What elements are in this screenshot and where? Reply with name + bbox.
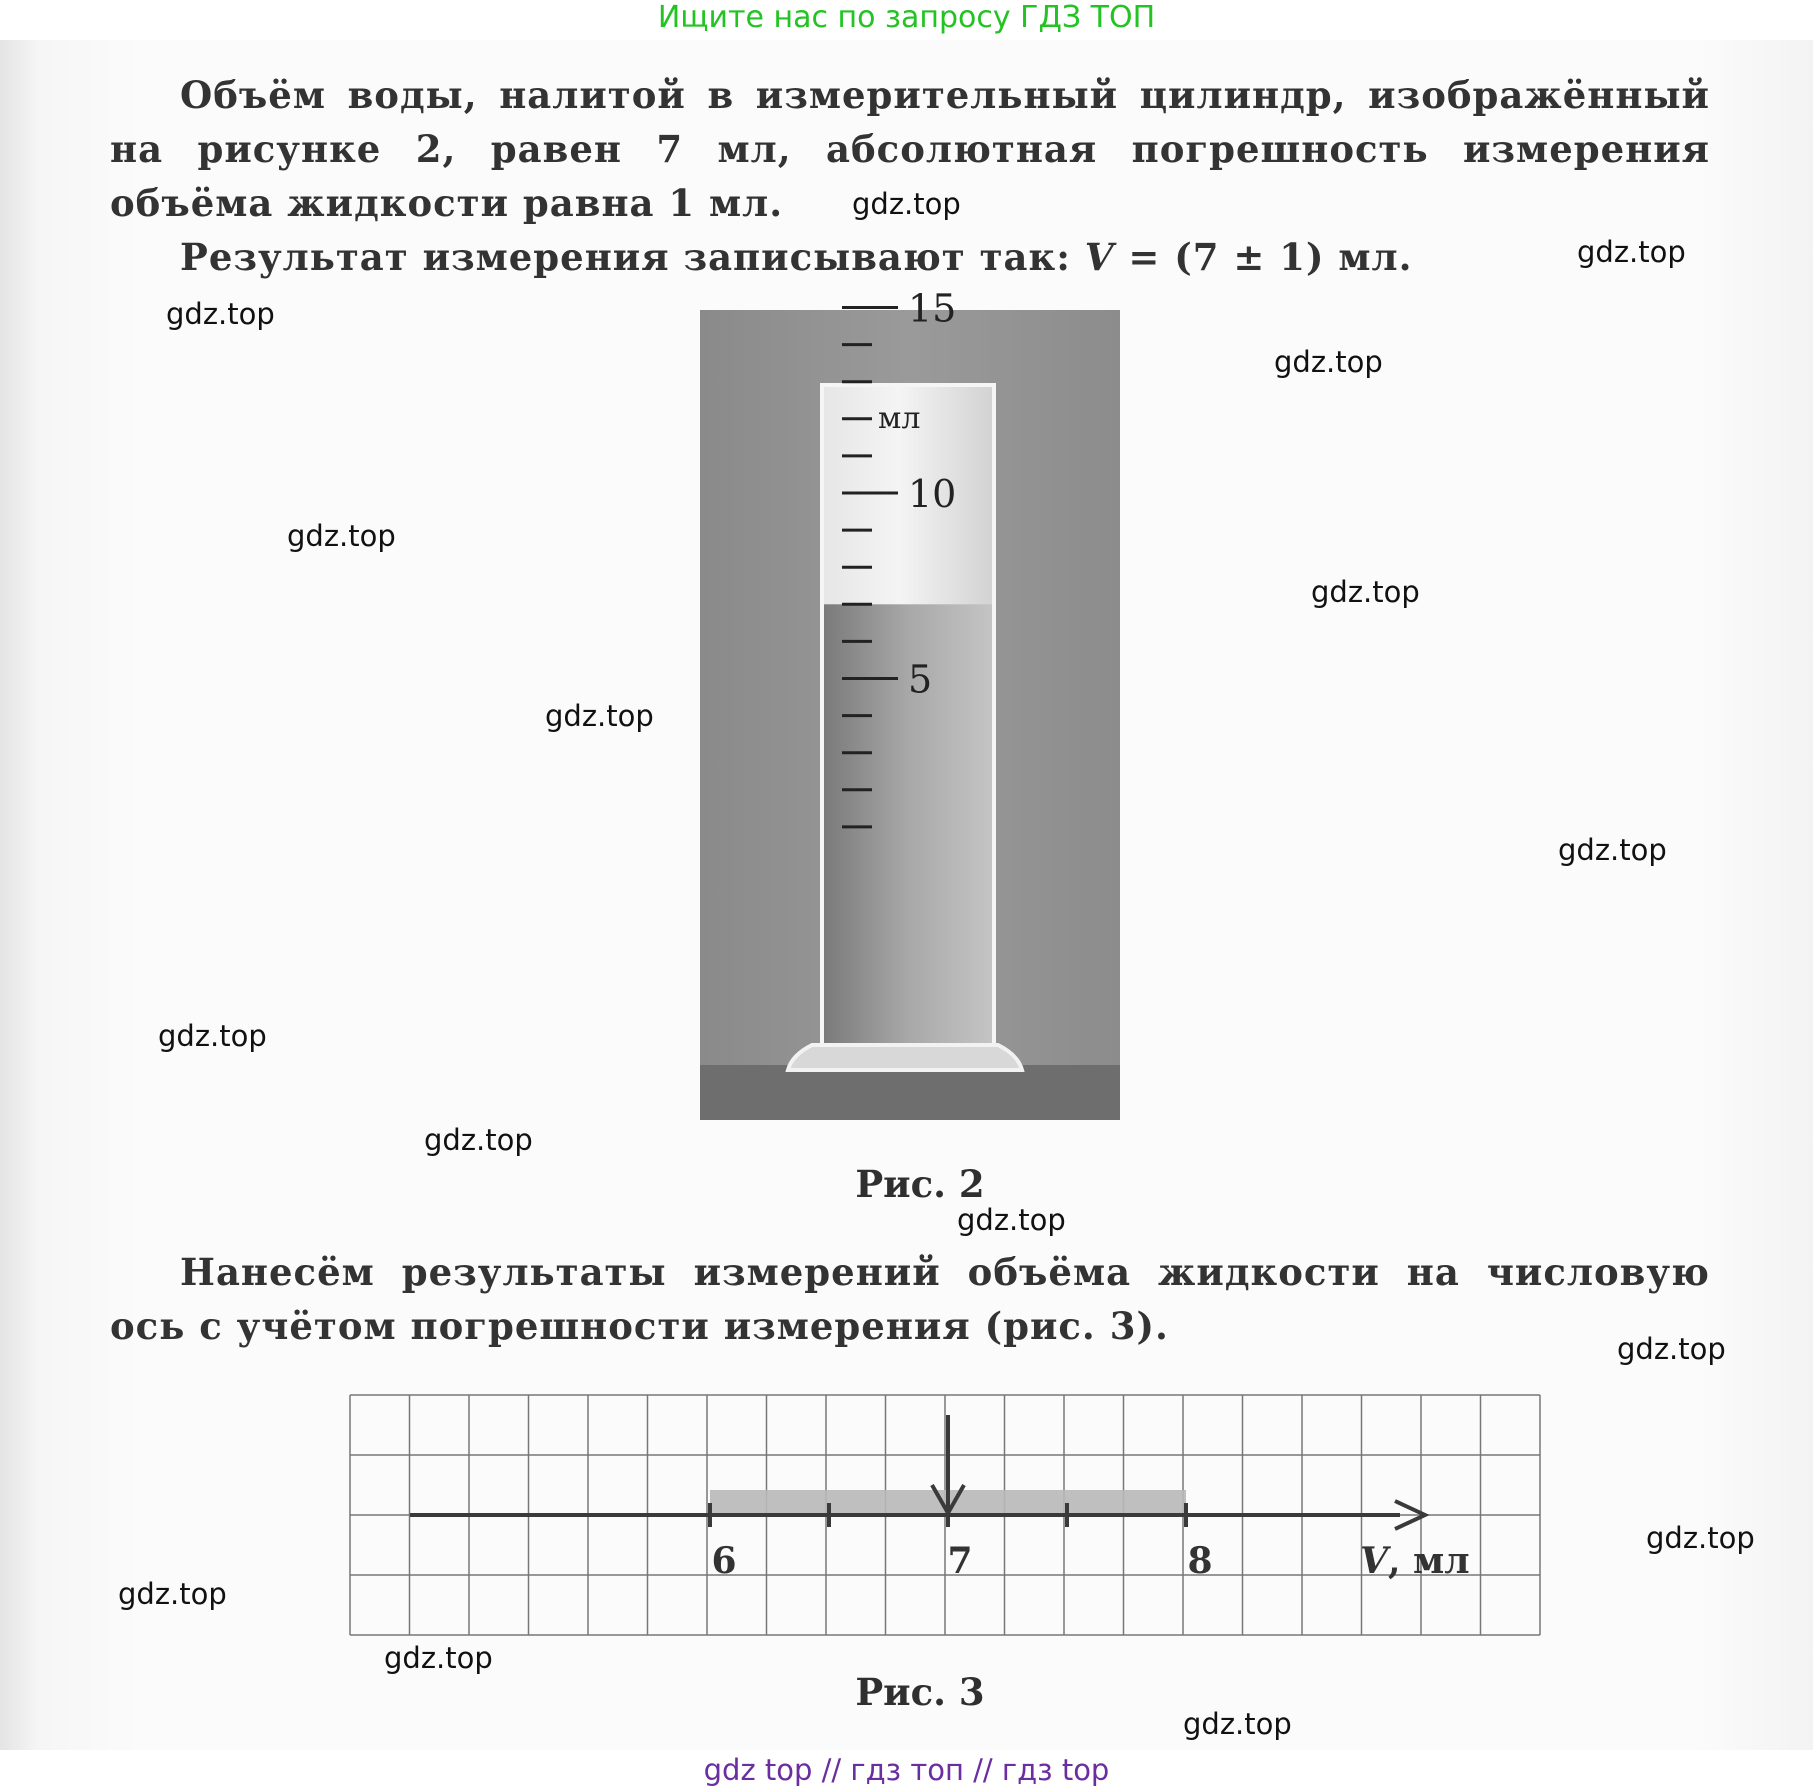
- figure-2-table: [700, 1065, 1120, 1120]
- watermark: gdz.top: [166, 297, 275, 331]
- cylinder-base: [788, 1045, 1022, 1070]
- paragraph-2: [110, 230, 1710, 284]
- watermark: gdz.top: [957, 1203, 1066, 1237]
- watermark: gdz.top: [384, 1641, 493, 1675]
- formula-expression: = (7 ± 1) мл.: [1114, 235, 1413, 279]
- top-banner[interactable]: Ищите нас по запросу ГДЗ ТОП: [0, 0, 1813, 38]
- figure-2-cylinder: [700, 286, 1120, 1120]
- paragraph-3-text: Нанесём результаты измерений объёма жидкости на числовую ось с учётом погрешности измерения (рис. 3).: [110, 1250, 1710, 1348]
- watermark: gdz.top: [1558, 833, 1667, 867]
- watermark: gdz.top: [1617, 1332, 1726, 1366]
- watermark: gdz.top: [158, 1019, 267, 1053]
- watermark: gdz.top: [118, 1577, 227, 1611]
- watermark: gdz.top: [852, 187, 961, 221]
- paragraph-2-line: [110, 230, 1710, 284]
- paragraph-3: [110, 1245, 1710, 1353]
- watermark: gdz.top: [1646, 1521, 1755, 1555]
- scale-label-15: 15: [908, 286, 957, 331]
- axis-label-6: 6: [711, 1540, 737, 1582]
- axis-label-7: 7: [947, 1540, 973, 1582]
- figure-3-caption: Рис. 3: [855, 1670, 985, 1714]
- figure-3-number-axis: [350, 1395, 1540, 1635]
- watermark: gdz.top: [424, 1123, 533, 1157]
- watermark: gdz.top: [287, 519, 396, 553]
- axis-label-8: 8: [1187, 1540, 1213, 1582]
- axis-unit: , мл: [1387, 1540, 1470, 1582]
- watermark: gdz.top: [1183, 1707, 1292, 1741]
- watermark: gdz.top: [1577, 235, 1686, 269]
- cylinder-unit-label: мл: [878, 401, 921, 436]
- bottom-banner[interactable]: gdz top // гдз топ // гдз top: [0, 1752, 1813, 1790]
- figure-2-caption: Рис. 2: [855, 1162, 985, 1206]
- watermark: gdz.top: [545, 699, 654, 733]
- scale-label-10: 10: [908, 472, 957, 516]
- axis-title: [1360, 1540, 1470, 1582]
- formula-lead: Результат измерения записывают так:: [180, 235, 1085, 279]
- axis-variable: V: [1360, 1540, 1388, 1582]
- paragraph-1-text: Объём воды, налитой в измерительный цилиндр, изображённый на рисунке 2, равен 7 мл, абсолютная погрешность измерения объёма жидкости равна 1 мл.: [110, 73, 1710, 225]
- formula-variable: V: [1084, 235, 1115, 279]
- watermark: gdz.top: [1274, 345, 1383, 379]
- scale-label-5: 5: [908, 657, 933, 702]
- watermark: gdz.top: [1311, 575, 1420, 609]
